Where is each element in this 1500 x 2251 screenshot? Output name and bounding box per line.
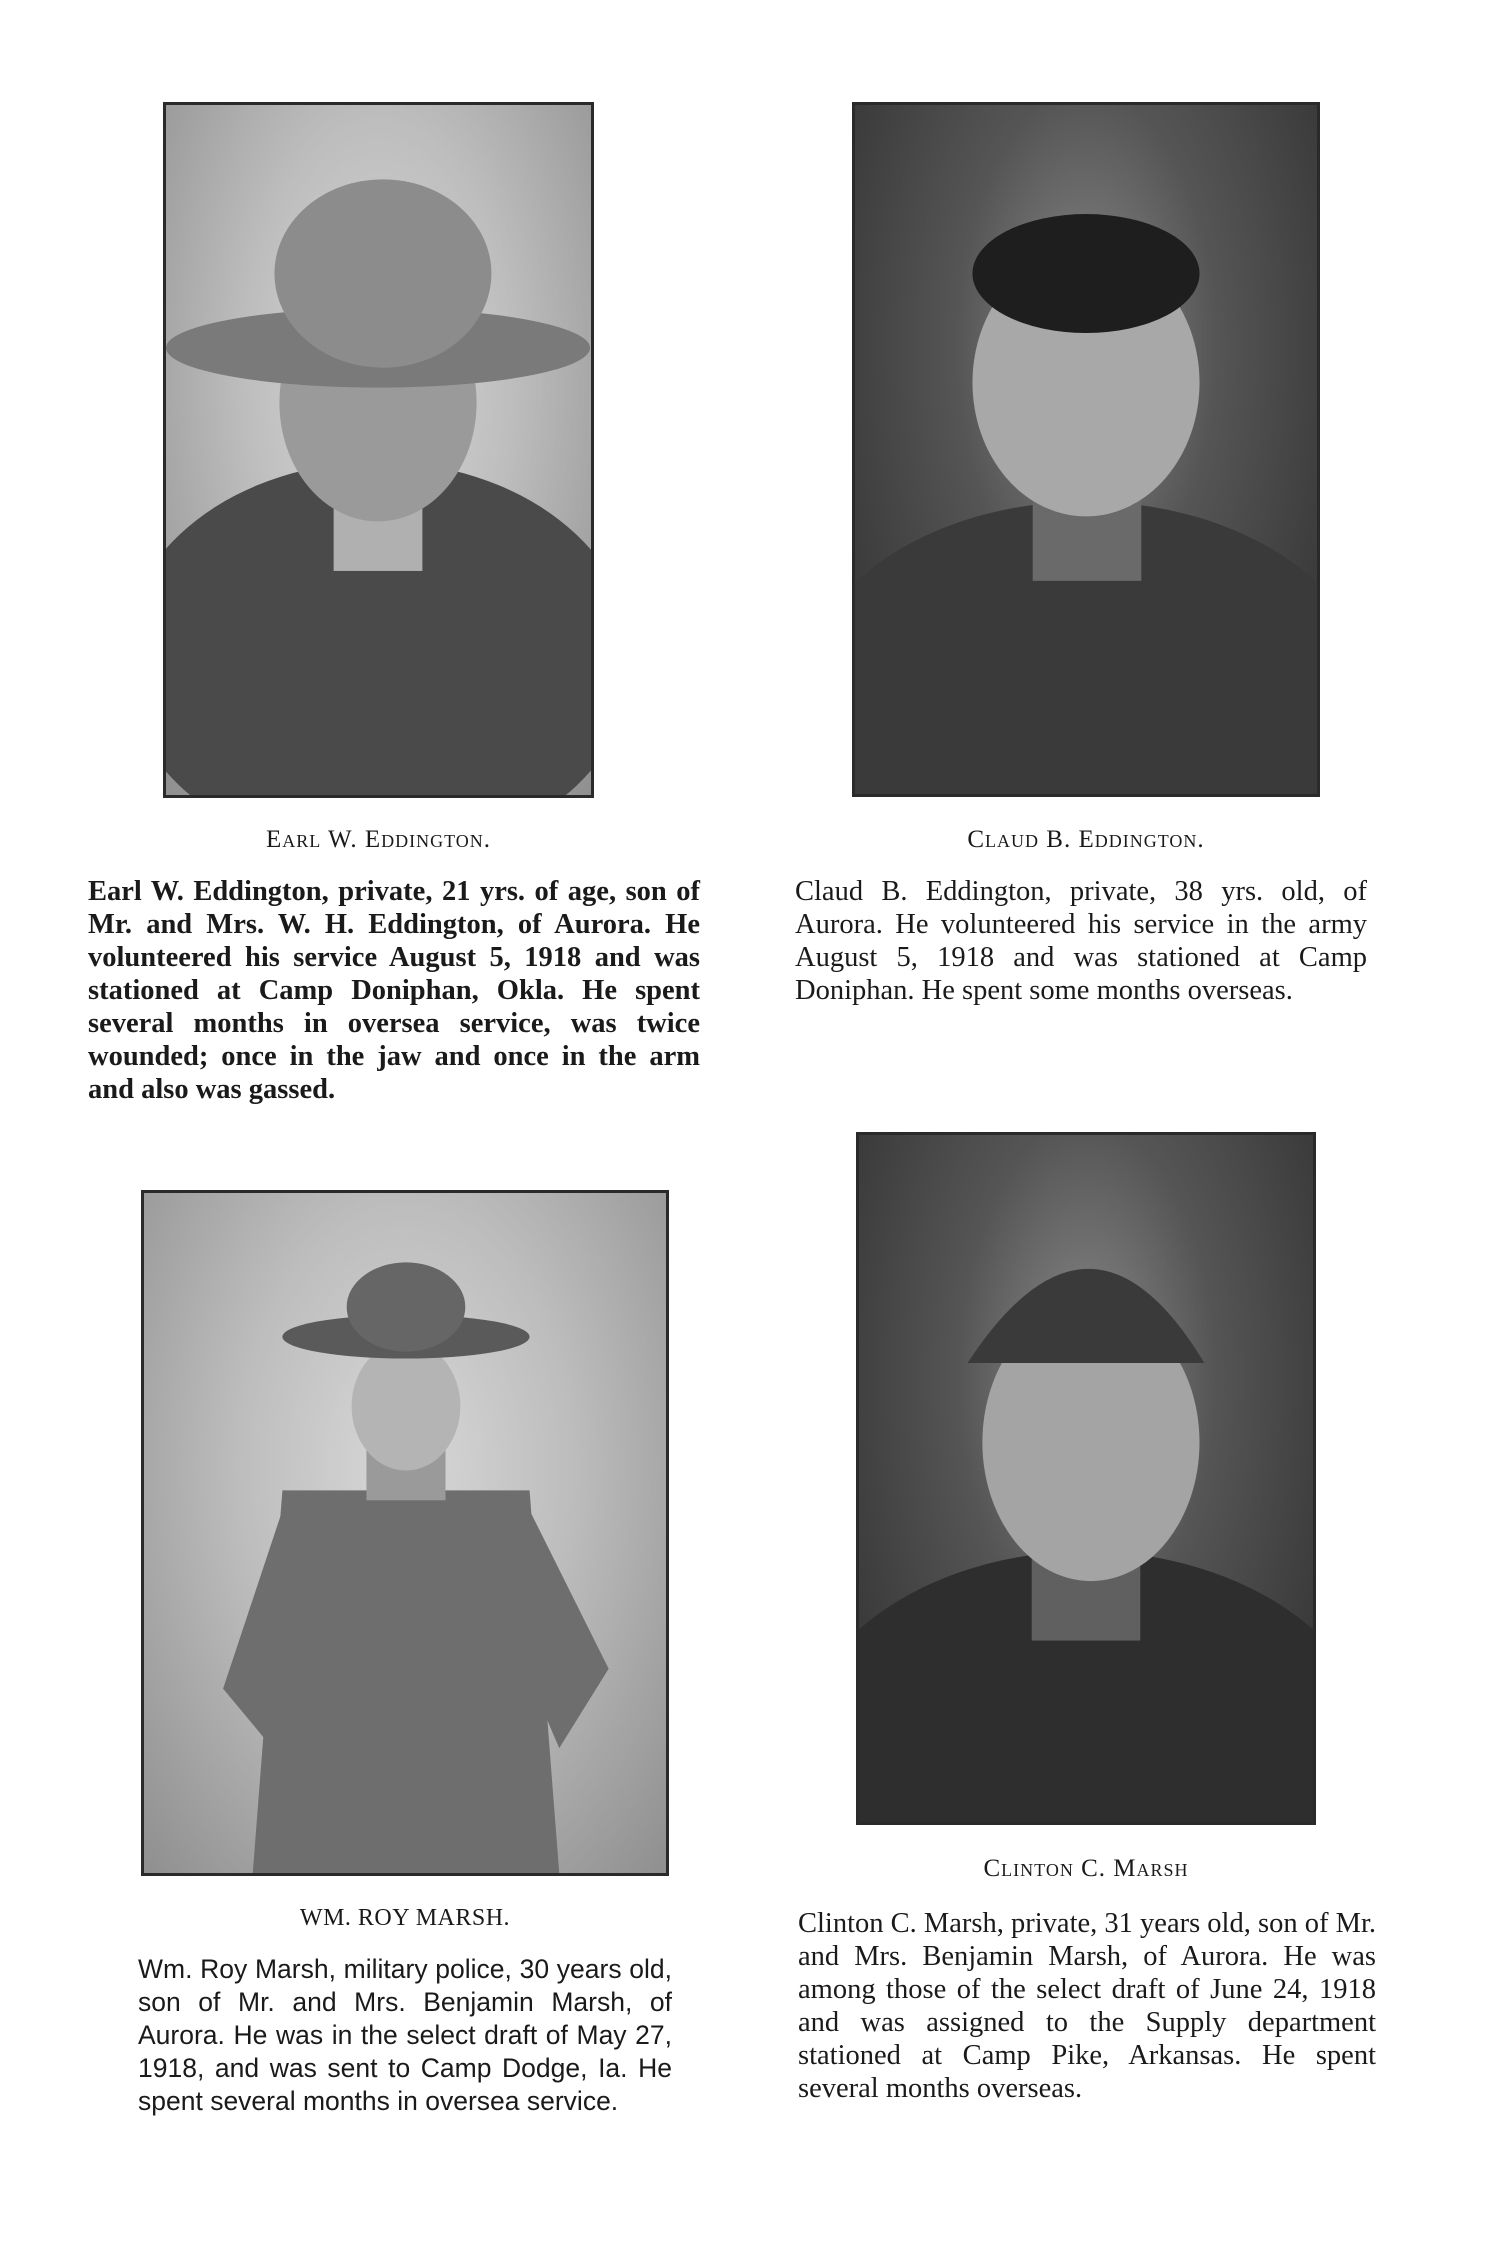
portrait-photo-claud-eddington xyxy=(852,102,1320,797)
bio-wm-roy-marsh: Wm. Roy Marsh, military police, 30 years old, son of Mr. and Mrs. Benjamin Marsh, of Aurora. He was in the select draft of May 27, 1918, and was sent to Camp Dodge, Ia. He spent several months in oversea service. xyxy=(138,1954,672,2116)
portrait-photo-wm-roy-marsh xyxy=(141,1190,669,1876)
bio-clinton-marsh: Clinton C. Marsh, private, 31 years old, son of Mr. and Mrs. Benjamin Marsh, of Aurora. He was among those of the select draft of June 24, 1918 and was assigned to the Supply department stationed at Camp Pike, Arkansas. He spent several months overseas. xyxy=(798,1908,1376,2104)
caption-claud-eddington: Claud B. Eddington. xyxy=(967,826,1205,853)
bio-claud-eddington: Claud B. Eddington, private, 38 yrs. old, of Aurora. He volunteered his service in the army August 5, 1918 and was stationed at Camp Doniphan. He spent some months overseas. xyxy=(795,876,1367,1006)
portrait-photo-clinton-marsh xyxy=(856,1132,1316,1825)
portrait-photo-earl-eddington xyxy=(163,102,594,798)
caption-earl-eddington: Earl W. Eddington. xyxy=(265,826,492,853)
caption-wm-roy-marsh: WM. ROY MARSH. xyxy=(299,1905,511,1931)
caption-clinton-marsh: Clinton C. Marsh xyxy=(983,1855,1189,1882)
bio-earl-eddington: Earl W. Eddington, private, 21 yrs. of age, son of Mr. and Mrs. W. H. Eddington, of Aurora. He volunteered his service August 5, 1918 and was stationed at Camp Doniphan, Okla. He spent several months in oversea service, was twice wounded; once in the jaw and once in the arm and also was gassed. xyxy=(88,876,700,1105)
